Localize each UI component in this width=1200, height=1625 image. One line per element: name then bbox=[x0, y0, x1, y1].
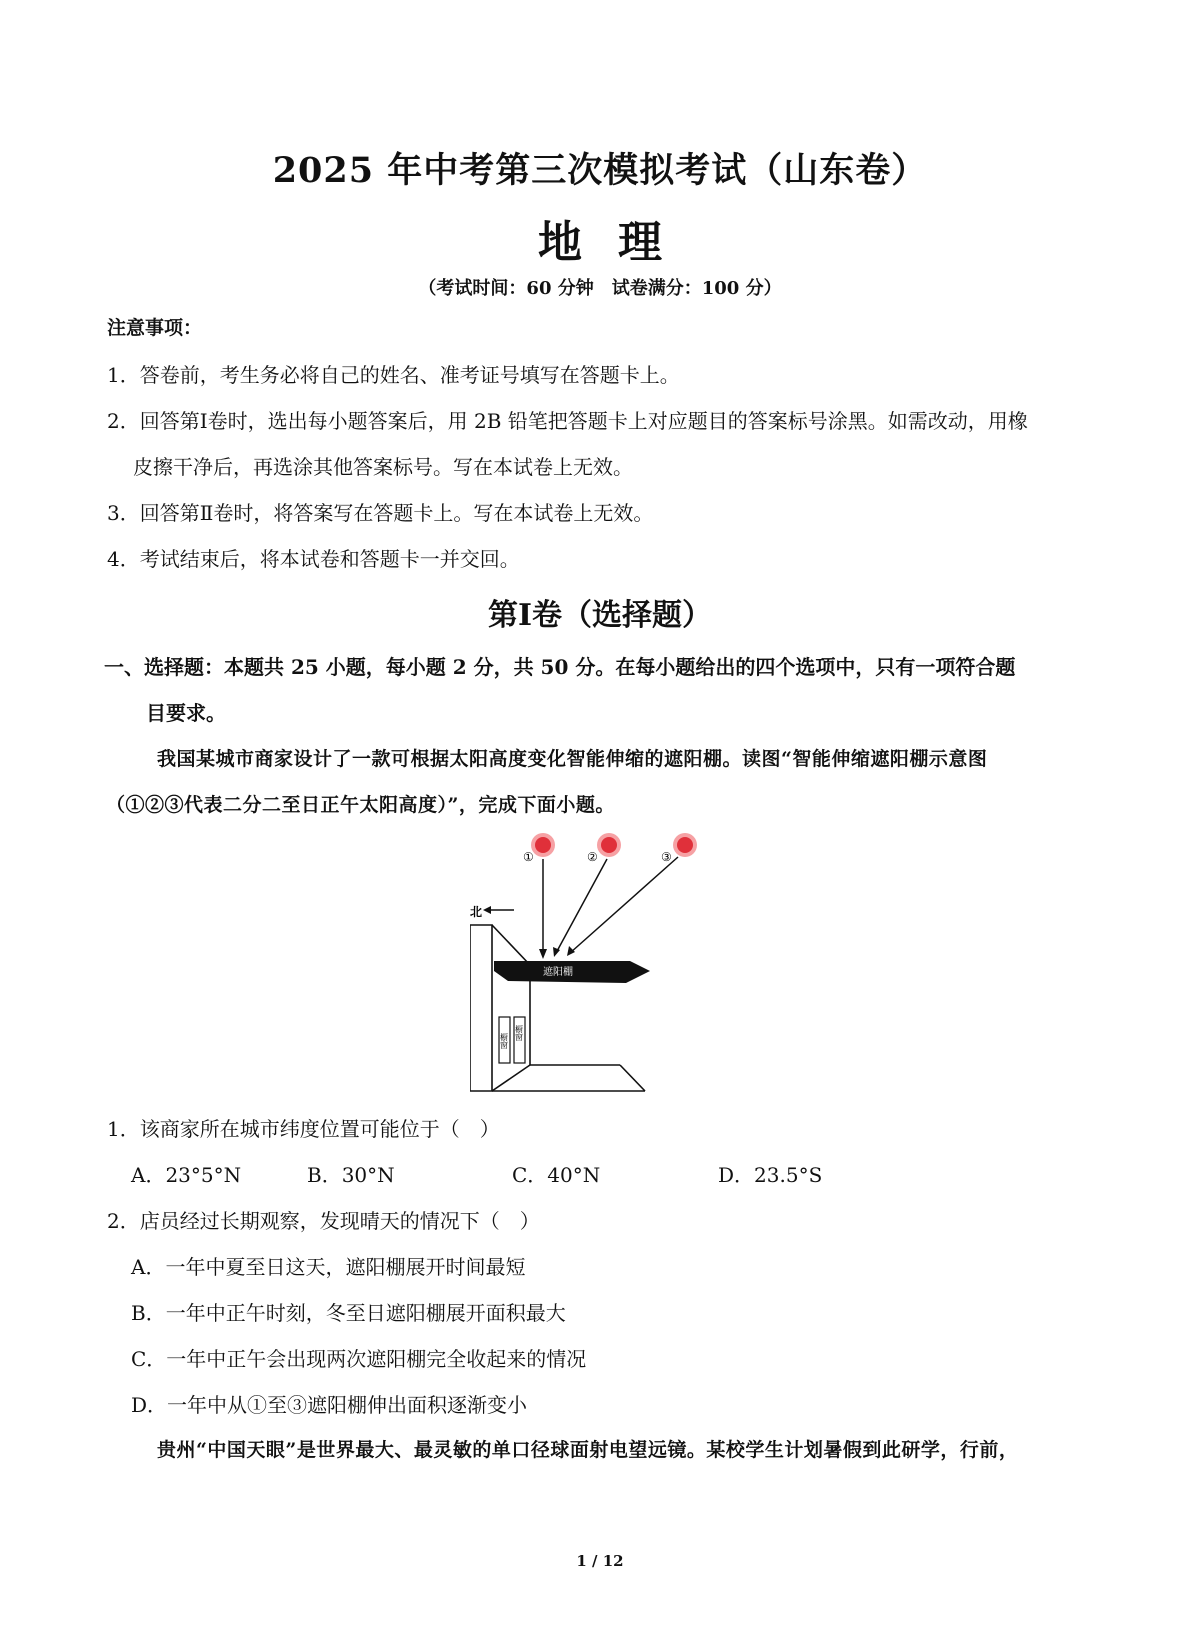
passage-text: 我国某城市商家设计了一款可根据太阳高度变化智能伸缩的遮阳棚。读图“智能伸缩遮阳棚示意图 bbox=[157, 748, 988, 770]
subject-title: 地理 bbox=[538, 217, 698, 268]
sun-label-1: ① bbox=[523, 850, 534, 864]
note-item: 3．回答第Ⅱ卷时，将答案写在答题卡上。写在本试卷上无效。 bbox=[107, 501, 654, 525]
note-item-continued: 皮擦干净后，再选涂其他答案标号。写在本试卷上无效。 bbox=[133, 455, 633, 479]
note-item: 4．考试结束后，将本试卷和答题卡一并交回。 bbox=[107, 547, 520, 571]
option-d: D．一年中从①至③遮阳棚伸出面积逐渐变小 bbox=[131, 1393, 528, 1417]
north-arrow-icon bbox=[483, 906, 514, 914]
option-a: A．一年中夏至日这天，遮阳棚展开时间最短 bbox=[131, 1255, 526, 1279]
window-label: 橱窗 bbox=[499, 1033, 509, 1049]
awning-label: 遮阳棚 bbox=[543, 967, 573, 978]
section-instruction-continued: 目要求。 bbox=[146, 701, 226, 725]
exam-title: 2025 年中考第三次模拟考试（山东卷） bbox=[272, 150, 928, 191]
option-c: C．40°N bbox=[512, 1163, 601, 1187]
sun-label-2: ② bbox=[587, 850, 598, 864]
question-stem: 1．该商家所在城市纬度位置可能位于（ ） bbox=[107, 1117, 500, 1141]
exam-time-note: （考试时间：60 分钟 试卷满分：100 分） bbox=[418, 278, 782, 299]
option-c: C．一年中正午会出现两次遮阳棚完全收起来的情况 bbox=[131, 1347, 587, 1371]
section-instruction: 一、选择题：本题共 25 小题，每小题 2 分，共 50 分。在每小题给出的四个选项中，只有一项符合题 bbox=[104, 655, 1016, 679]
window-label: 橱窗 bbox=[514, 1025, 524, 1041]
sun-label-3: ③ bbox=[661, 850, 672, 864]
option-b: B．一年中正午时刻，冬至日遮阳棚展开面积最大 bbox=[131, 1301, 566, 1325]
sun-rays bbox=[543, 857, 678, 953]
page-number: 1 / 12 bbox=[576, 1552, 624, 1570]
option-d: D．23.5°S bbox=[718, 1163, 823, 1187]
note-item: 2．回答第Ⅰ卷时，选出每小题答案后，用 2B 铅笔把答题卡上对应题目的答案标号涂黑。如需改动，用橡 bbox=[107, 409, 1028, 433]
section-title: 第Ⅰ卷（选择题） bbox=[487, 598, 713, 633]
ray-arrowheads bbox=[539, 946, 575, 959]
sun-1-icon bbox=[531, 833, 555, 857]
sun-2-icon bbox=[597, 833, 621, 857]
notes-heading: 注意事项： bbox=[107, 317, 203, 339]
note-item: 1．答卷前，考生务必将自己的姓名、准考证号填写在答题卡上。 bbox=[107, 363, 680, 387]
awning-diagram bbox=[470, 825, 710, 1095]
north-label: 北 bbox=[470, 905, 483, 919]
sun-3-icon bbox=[673, 833, 697, 857]
passage-text: （①②③代表二分二至日正午太阳高度）”，完成下面小题。 bbox=[106, 794, 615, 816]
question-stem: 2．店员经过长期观察，发现晴天的情况下（ ） bbox=[107, 1209, 540, 1233]
option-a: A．23°5°N bbox=[131, 1163, 242, 1187]
passage-text: 贵州“中国天眼”是世界最大、最灵敏的单口径球面射电望远镜。某校学生计划暑假到此研学，行前， bbox=[157, 1439, 1019, 1461]
option-b: B．30°N bbox=[307, 1163, 395, 1187]
